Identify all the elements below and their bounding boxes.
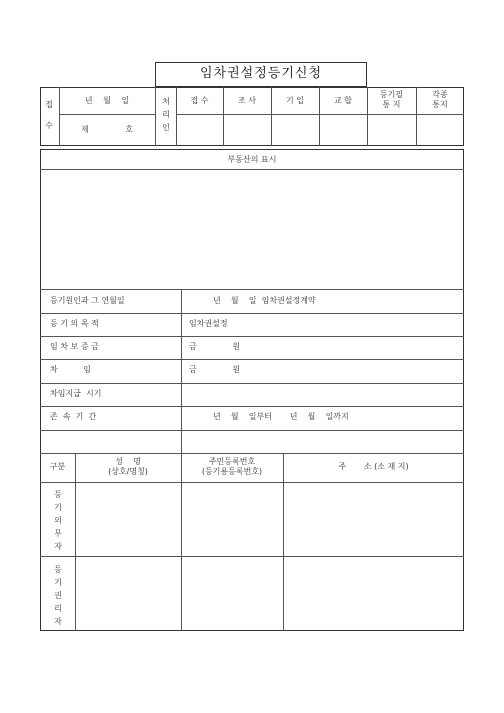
holder-id-cell[interactable] — [182, 557, 283, 631]
reception-number-label: 제 호 — [81, 125, 133, 134]
detail-label-purpose: 등 기 의 목 적 — [50, 319, 99, 328]
detail-label-deposit: 임 차 보 증 금 — [50, 342, 99, 351]
detail-value-duration[interactable]: 년 월 일부터 년 월 일까지 — [213, 412, 349, 421]
property-section-title: 부동산의 표시 — [227, 155, 277, 164]
reception-date-label: 년 월 일 — [84, 96, 130, 105]
parties-header-name: 성 명 (상호/명칭) — [108, 457, 148, 476]
detail-value-rent[interactable]: 금 원 — [189, 365, 241, 374]
obligor-label: 등 기 의 무 자 — [54, 490, 62, 551]
col-investigation: 조 사 — [238, 96, 256, 105]
holder-label: 등 기 권 리 자 — [54, 565, 62, 626]
parties-header-id: 주민등록번호 (등기용등록번호) — [201, 457, 263, 476]
parties-header-division: 구분 — [49, 462, 66, 471]
col-various-notice: 각종 통지 — [432, 90, 448, 109]
form-title: 임차권설정등기신청 — [199, 66, 323, 81]
col-entry: 기 입 — [286, 96, 304, 105]
col-registration-notice: 등기필 통 지 — [379, 90, 404, 109]
holder-address-cell[interactable] — [284, 557, 464, 631]
detail-value-purpose[interactable]: 임차권설정 — [189, 319, 228, 328]
reception-label: 접 수 — [45, 100, 53, 130]
detail-value-cause[interactable]: 년 월 일 임차권설정계약 — [213, 296, 316, 305]
obligor-name-cell[interactable] — [76, 483, 181, 556]
parties-header-address: 주 소 (소 재 지) — [338, 462, 409, 471]
col-reception: 접 수 — [190, 96, 209, 105]
holder-name-cell[interactable] — [76, 557, 181, 631]
property-description-area[interactable] — [42, 172, 462, 286]
obligor-id-cell[interactable] — [182, 483, 283, 556]
processing-label: 처 리 인 — [162, 97, 170, 132]
detail-value-deposit[interactable]: 금 원 — [189, 342, 241, 351]
detail-label-payment-time: 차임지급 시기 — [50, 389, 102, 398]
obligor-address-cell[interactable] — [284, 483, 464, 556]
detail-label-rent: 차 임 — [50, 365, 91, 374]
col-collation: 교 합 — [334, 96, 352, 105]
detail-label-cause: 등기원인과 그 연월일 — [50, 296, 125, 305]
detail-label-duration: 존 속 기 간 — [50, 412, 97, 421]
